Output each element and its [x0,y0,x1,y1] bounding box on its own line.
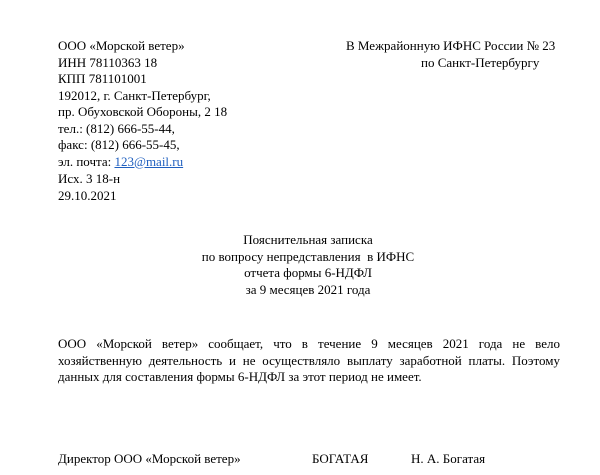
sender-address-line2: пр. Обуховской Обороны, 2 18 [58,104,228,119]
sender-details [58,38,227,170]
body-paragraph: ООО «Морской ветер» сообщает, что в течение 9 месяцев 2021 года не вело хозяйственную деятельность и не осуществляло выплату заработной платы. Поэтому данных для составления формы 6-НДФЛ за этот период не имеет. [58,336,560,384]
title-line1: Пояснительная записка [243,232,373,247]
sender-address-line1: 192012, г. Санкт-Петербург, [58,87,211,103]
recipient-line1: В Межрайонную ИФНС России № 23 [346,38,556,53]
title-line3: отчета формы 6-НДФЛ [244,265,372,280]
title-line2: по вопросу непредставления в ИФНС [201,248,415,264]
sender-phone: тел.: (812) 666-55-44, [58,120,175,136]
recipient-line2: по Санкт-Петербургу [421,54,540,70]
body-text [58,336,560,386]
outgoing-reference [58,171,120,204]
title-line4: за 9 месяцев 2021 года [245,281,371,297]
sender-kpp: КПП 781101001 [58,71,147,86]
signature-position: Директор ООО «Морской ветер» [58,451,241,466]
recipient-details [346,38,558,71]
sender-email-label: эл. почта: [58,153,115,169]
outgoing-number: Исх. 3 18-н [58,171,121,186]
sender-fax: факс: (812) 666-55-45, [58,137,180,152]
outgoing-date: 29.10.2021 [58,187,117,203]
sender-company: ООО «Морской ветер» [58,38,185,53]
sender-inn: ИНН 78110363 18 [58,54,158,70]
sender-email-link[interactable]: 123@mail.ru [114,153,184,169]
sender-email-row [58,154,227,171]
signature-name: Н. А. Богатая [411,451,486,466]
signature-sign: БОГАТАЯ [312,451,369,466]
document-title [100,232,516,298]
